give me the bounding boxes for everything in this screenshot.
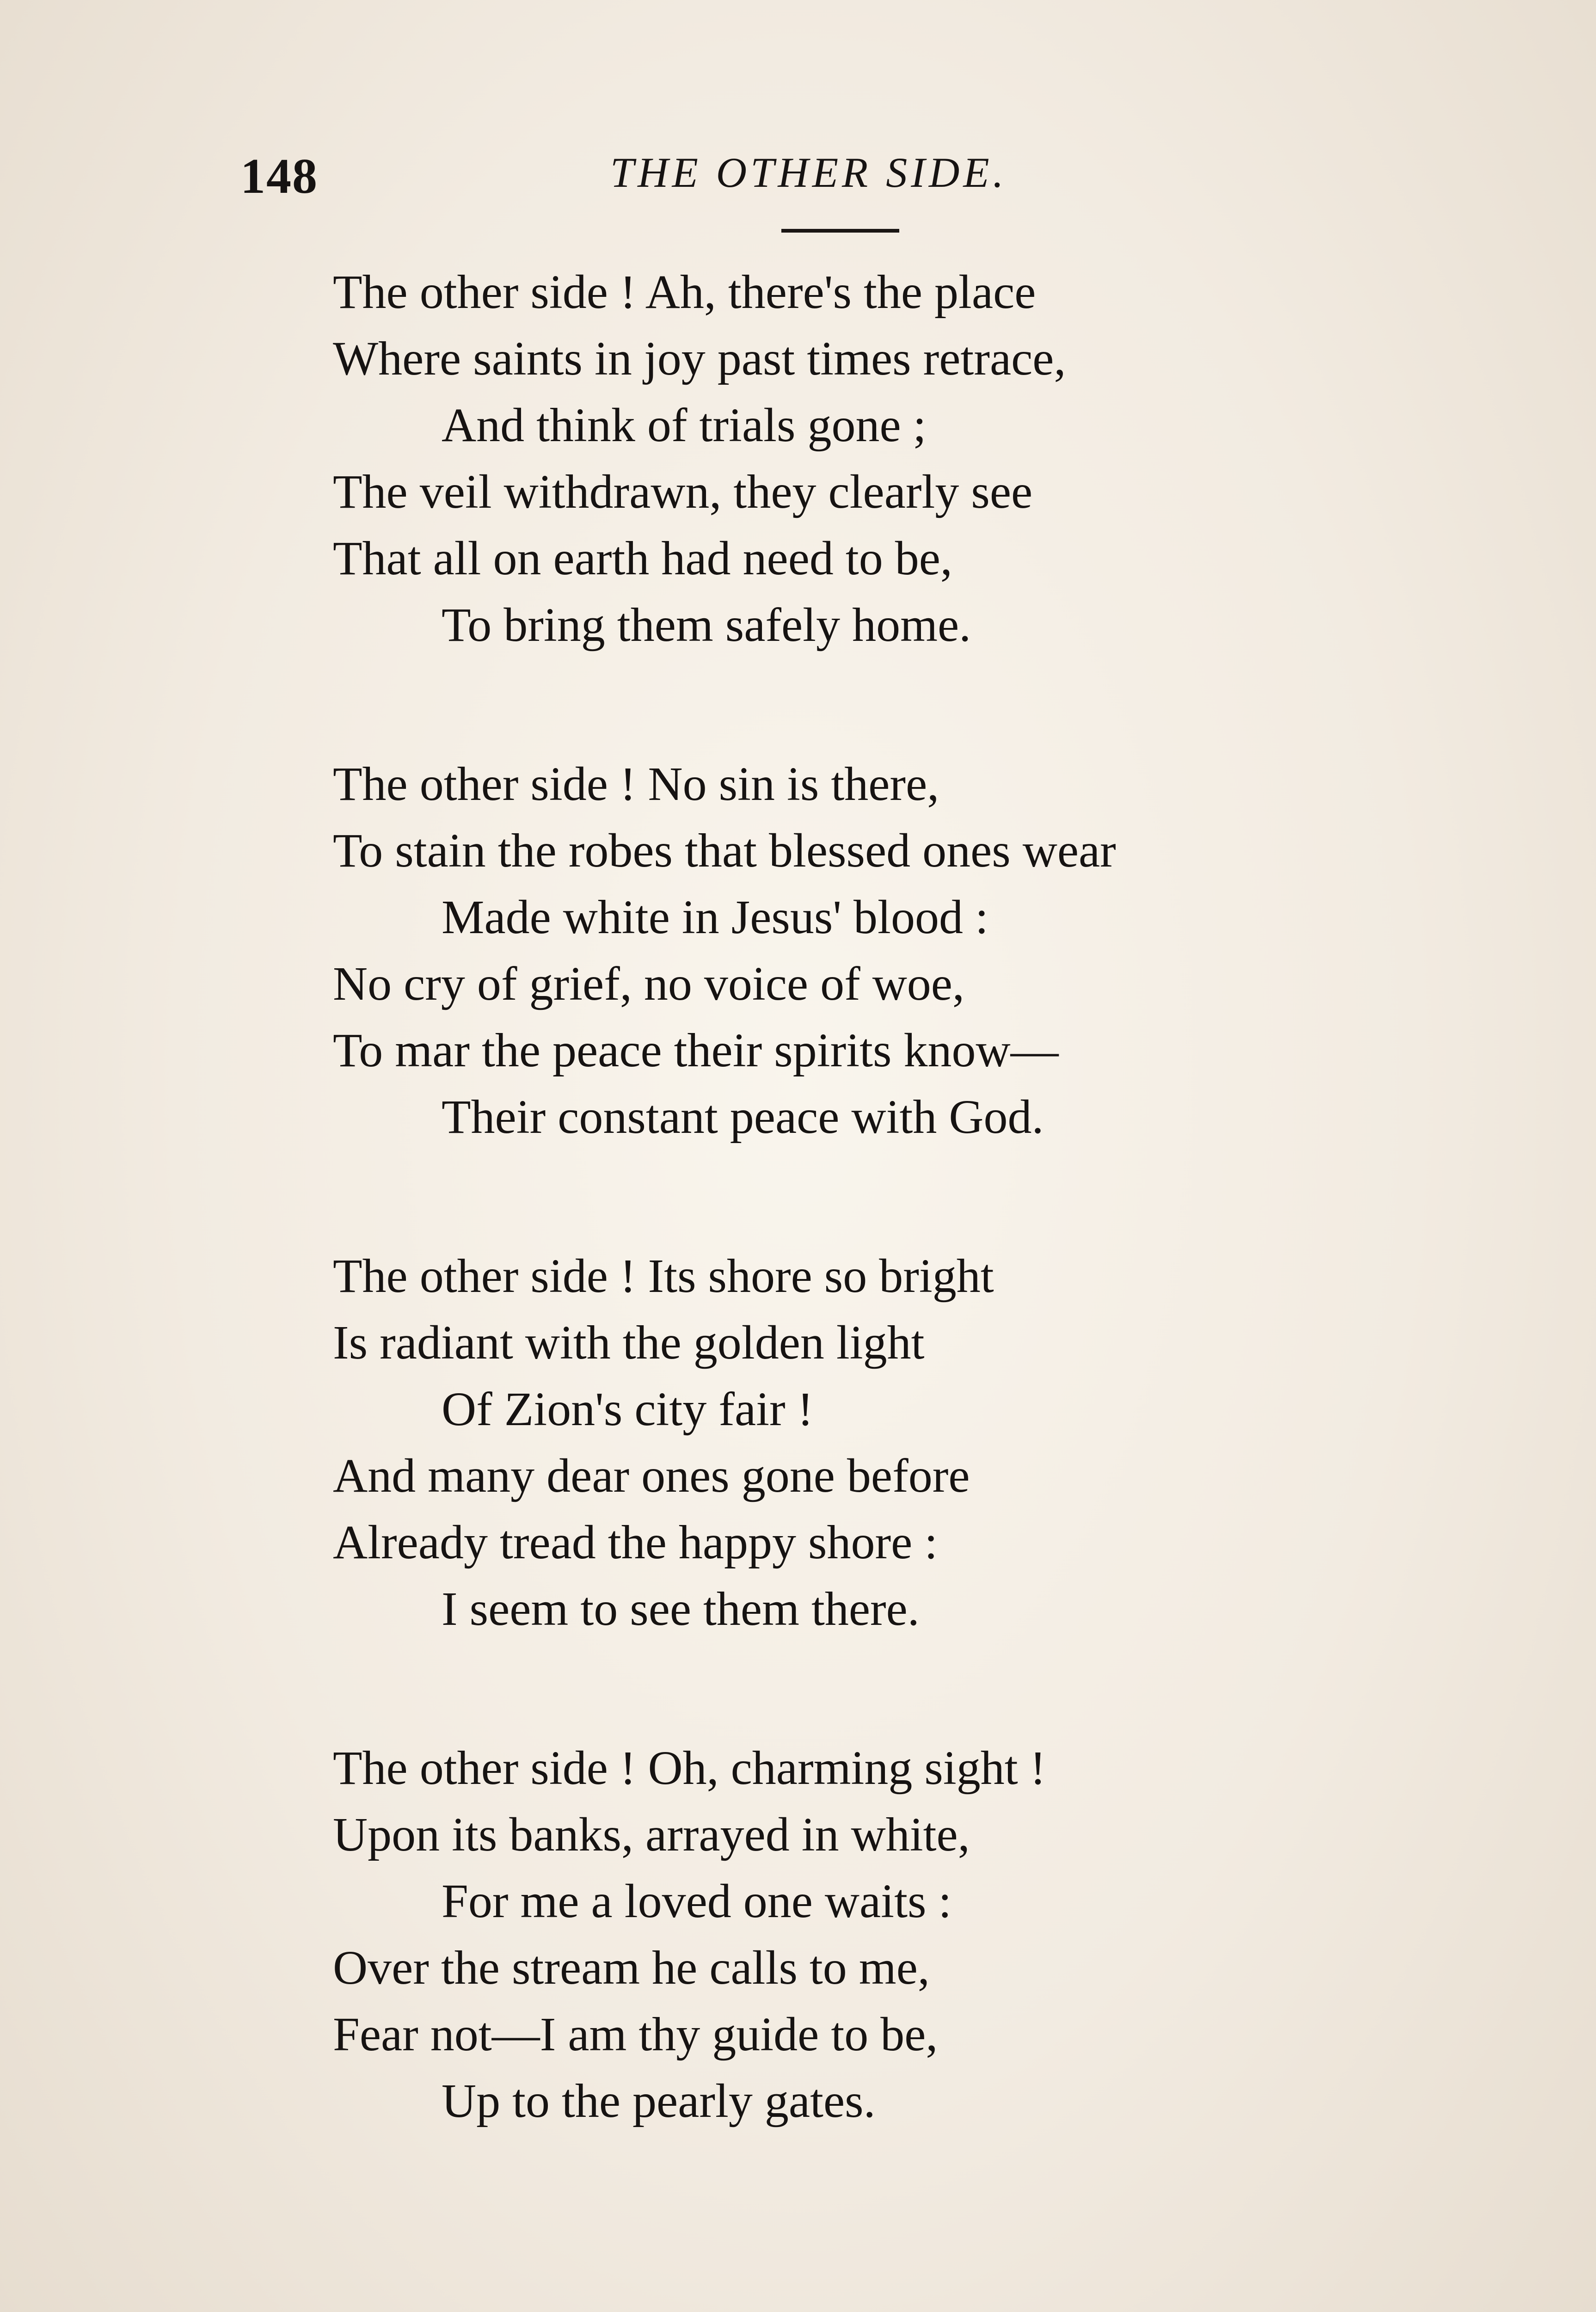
running-title: THE OTHER SIDE.	[610, 149, 1007, 196]
poem-line: To bring them safely home.	[442, 598, 971, 652]
poem-line: The other side ! No sin is there,	[333, 757, 939, 811]
poem-line: That all on earth had need to be,	[333, 532, 952, 585]
poem-line: Their constant peace with God.	[442, 1090, 1044, 1144]
poem-line: The veil withdrawn, they clearly see	[333, 465, 1033, 518]
poem-line: Upon its banks, arrayed in white,	[333, 1808, 970, 1861]
title-rule	[781, 229, 899, 233]
poem-line: The other side ! Ah, there's the place	[333, 265, 1036, 319]
poem-line: For me a loved one waits :	[442, 1875, 952, 1928]
stanza-2	[333, 751, 1396, 1150]
poem-line: No cry of grief, no voice of woe,	[333, 957, 964, 1010]
page-number: 148	[240, 149, 318, 204]
poem-line: Already tread the happy shore :	[333, 1516, 938, 1569]
poem-line: The other side ! Oh, charming sight !	[333, 1741, 1046, 1795]
running-head	[240, 148, 1318, 217]
poem	[333, 259, 1396, 2227]
poem-line: Fear not—I am thy guide to be,	[333, 2008, 938, 2061]
poem-line: Over the stream he calls to me,	[333, 1941, 930, 1994]
poem-line: To mar the peace their spirits know—	[333, 1024, 1059, 1077]
poem-line: And think of trials gone ;	[442, 399, 927, 452]
poem-line: The other side ! Its shore so bright	[333, 1249, 994, 1303]
poem-line: I seem to see them there.	[442, 1582, 920, 1636]
poem-line: Made white in Jesus' blood :	[442, 891, 988, 944]
poem-line: Where saints in joy past times retrace,	[333, 332, 1066, 385]
poem-line: To stain the robes that blessed ones wear	[333, 824, 1116, 877]
poem-line: Of Zion's city fair !	[442, 1383, 814, 1436]
poem-line: Is radiant with the golden light	[333, 1316, 925, 1369]
poem-line: And many dear ones gone before	[333, 1449, 970, 1502]
stanza-4	[333, 1735, 1396, 2134]
poem-line: Up to the pearly gates.	[442, 2074, 876, 2128]
stanza-1	[333, 259, 1396, 658]
stanza-3	[333, 1243, 1396, 1642]
